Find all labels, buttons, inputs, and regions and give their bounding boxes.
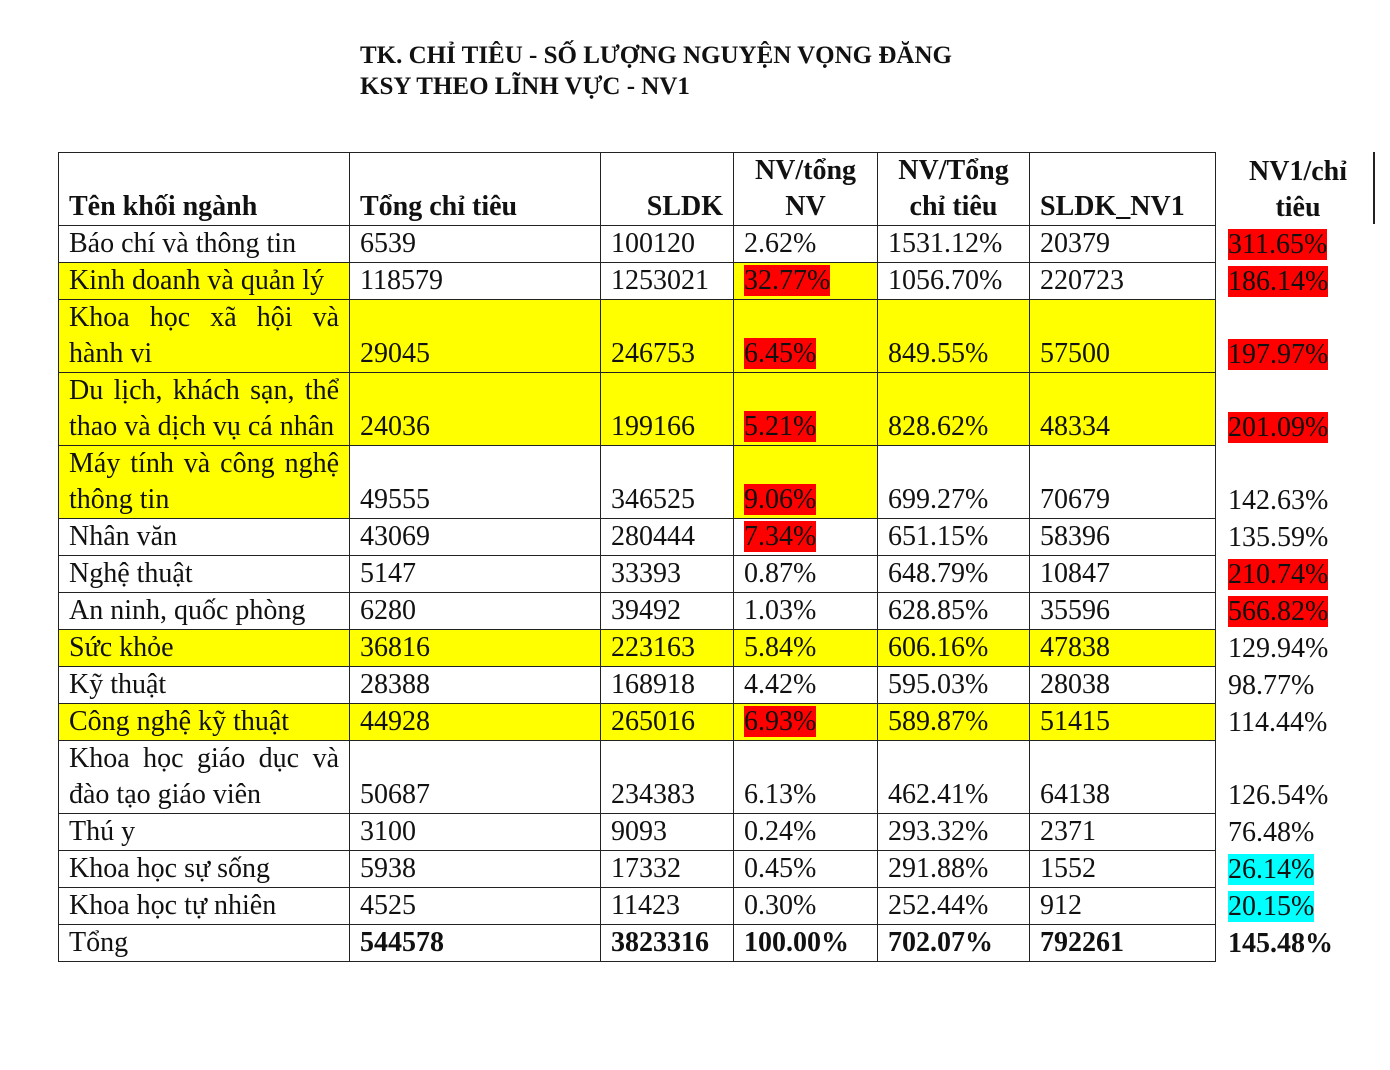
- cell-value: 6539: [360, 228, 416, 259]
- header-nv1-per-quota: NV1/chỉ tiêu: [1216, 153, 1379, 226]
- cell-sldk: [601, 741, 734, 814]
- table-row: [59, 704, 1379, 741]
- cell-value: 17332: [611, 853, 681, 884]
- cell-total-quota: [350, 741, 601, 814]
- cell-sldk: [601, 814, 734, 851]
- table-row: [59, 446, 1379, 519]
- cell-nv-per-quota: [878, 704, 1030, 741]
- cell-sldk: [601, 704, 734, 741]
- cell-value: 702.07%: [888, 927, 993, 958]
- cell-nv-per-quota: [878, 814, 1030, 851]
- cell-value: 70679: [1040, 484, 1110, 515]
- cell-value: 210.74%: [1228, 558, 1329, 590]
- table-row: [59, 888, 1379, 925]
- cell-value: 828.62%: [888, 411, 989, 442]
- cell-nv-per-quota: [878, 226, 1030, 263]
- cell-value: 3100: [360, 816, 416, 847]
- cell-value: 33393: [611, 558, 681, 589]
- cell-value: 58396: [1040, 521, 1110, 552]
- cell-value: 648.79%: [888, 558, 989, 589]
- cell-value: 10847: [1040, 558, 1110, 589]
- cell-sldk-nv1: [1030, 741, 1216, 814]
- cell-value: 0.30%: [744, 890, 817, 921]
- cell-value: 11423: [611, 890, 680, 921]
- cell-nv-per-quota: [878, 630, 1030, 667]
- cell-value: 197.97%: [1228, 338, 1329, 370]
- cell-sldk-nv1: [1030, 667, 1216, 704]
- cell-total-quota: [350, 630, 601, 667]
- cell-value: 311.65%: [1228, 228, 1328, 260]
- cell-value: Kinh doanh và quản lý: [69, 265, 325, 296]
- cell-value: Tổng: [69, 927, 129, 958]
- cell-value: 246753: [611, 338, 695, 369]
- cell-nv-per-quota: [878, 263, 1030, 300]
- cell-value: 1056.70%: [888, 265, 1003, 296]
- cell-nv1-per-quota: [1216, 704, 1379, 741]
- cell-field-name: [59, 851, 350, 888]
- cell-value: 26.14%: [1228, 853, 1315, 885]
- cell-field-name: [59, 373, 350, 446]
- cell-sldk: [601, 667, 734, 704]
- cell-value: 114.44%: [1228, 706, 1328, 738]
- cell-sldk: [601, 593, 734, 630]
- cell-sldk: [601, 556, 734, 593]
- cell-sldk: [601, 300, 734, 373]
- cell-nv-per-quota: [878, 593, 1030, 630]
- cell-value: 346525: [611, 484, 695, 515]
- cell-value: 4.42%: [744, 669, 817, 700]
- cell-value: 20.15%: [1228, 890, 1315, 922]
- cell-value: 2371: [1040, 816, 1096, 847]
- cell-total-quota: [350, 519, 601, 556]
- table-row: [59, 226, 1379, 263]
- cell-value: 9.06%: [744, 484, 817, 515]
- cell-nv-share: [734, 373, 878, 446]
- cell-value: 566.82%: [1228, 595, 1329, 627]
- table-row: [59, 593, 1379, 630]
- cell-sldk-nv1: [1030, 888, 1216, 925]
- cell-nv1-per-quota: [1216, 667, 1379, 704]
- cell-value: 39492: [611, 595, 681, 626]
- cell-nv-share: [734, 667, 878, 704]
- header-sldk-nv1: SLDK_NV1: [1030, 153, 1216, 226]
- cell-sldk-nv1: [1030, 446, 1216, 519]
- cell-total-quota: [350, 226, 601, 263]
- header-nv-share: NV/tổng NV: [734, 153, 878, 226]
- cell-value: 6.93%: [744, 706, 817, 737]
- cell-value: Thú y: [69, 816, 136, 847]
- total-row: [59, 925, 1379, 962]
- cell-value: Báo chí và thông tin: [69, 228, 297, 259]
- cell-field-name: [59, 446, 350, 519]
- table-row: [59, 630, 1379, 667]
- cell-field-name: [59, 300, 350, 373]
- cell-sldk-nv1: [1030, 519, 1216, 556]
- cell-total-quota: [350, 300, 601, 373]
- cell-total-quota: [350, 263, 601, 300]
- cell-sldk-nv1: [1030, 593, 1216, 630]
- cell-nv1-per-quota: [1216, 925, 1379, 962]
- cell-value: 293.32%: [888, 816, 989, 847]
- cell-value: 265016: [611, 706, 695, 737]
- header-field-name: Tên khối ngành: [59, 153, 350, 226]
- cell-nv1-per-quota: [1216, 556, 1379, 593]
- cell-value: 48334: [1040, 411, 1110, 442]
- cell-sldk: [601, 888, 734, 925]
- table-row: [59, 300, 1379, 373]
- cell-value: 544578: [360, 927, 444, 958]
- header-sldk: SLDK: [601, 153, 734, 226]
- cell-sldk: [601, 373, 734, 446]
- cell-field-name: [59, 556, 350, 593]
- cell-value: 100.00%: [744, 927, 849, 958]
- cell-value: 98.77%: [1228, 669, 1315, 701]
- cell-value: 57500: [1040, 338, 1110, 369]
- cell-value: 5.21%: [744, 411, 817, 442]
- cell-sldk-nv1: [1030, 814, 1216, 851]
- cell-nv1-per-quota: [1216, 263, 1379, 300]
- cell-nv1-per-quota: [1216, 814, 1379, 851]
- cell-value: Khoa học sự sống: [69, 853, 271, 884]
- cell-field-name: [59, 888, 350, 925]
- cell-value: 2.62%: [744, 228, 817, 259]
- cell-nv-per-quota: [878, 300, 1030, 373]
- cell-value: 43069: [360, 521, 430, 552]
- cell-value: 50687: [360, 779, 430, 810]
- header-row: [59, 153, 1379, 226]
- cell-value: 0.87%: [744, 558, 817, 589]
- cell-field-name: [59, 704, 350, 741]
- cell-nv-share: [734, 925, 878, 962]
- cell-sldk-nv1: [1030, 630, 1216, 667]
- cell-value: 186.14%: [1228, 265, 1329, 297]
- cell-value: 129.94%: [1228, 632, 1329, 664]
- cell-nv1-per-quota: [1216, 851, 1379, 888]
- cell-nv-share: [734, 630, 878, 667]
- cell-nv-per-quota: [878, 446, 1030, 519]
- cell-value: 28388: [360, 669, 430, 700]
- cell-value: 168918: [611, 669, 695, 700]
- cell-nv1-per-quota: [1216, 888, 1379, 925]
- cell-sldk: [601, 851, 734, 888]
- cell-value: Khoa học xã hội và hành vi: [69, 302, 339, 369]
- cell-total-quota: [350, 593, 601, 630]
- cell-nv-per-quota: [878, 373, 1030, 446]
- cell-nv-per-quota: [878, 925, 1030, 962]
- cell-value: 126.54%: [1228, 779, 1329, 811]
- cell-value: An ninh, quốc phòng: [69, 595, 306, 626]
- cell-total-quota: [350, 556, 601, 593]
- cell-value: Khoa học giáo dục và đào tạo giáo viên: [69, 743, 339, 810]
- cell-value: 792261: [1040, 927, 1124, 958]
- cell-value: 589.87%: [888, 706, 989, 737]
- cell-value: 64138: [1040, 779, 1110, 810]
- cell-value: 142.63%: [1228, 484, 1329, 516]
- cell-value: 912: [1040, 890, 1082, 921]
- cell-value: 44928: [360, 706, 430, 737]
- cell-field-name: [59, 593, 350, 630]
- table-row: [59, 263, 1379, 300]
- cell-value: 49555: [360, 484, 430, 515]
- cell-value: 1.03%: [744, 595, 817, 626]
- cell-sldk-nv1: [1030, 851, 1216, 888]
- cell-value: 36816: [360, 632, 430, 663]
- cell-nv1-per-quota: [1216, 226, 1379, 263]
- cell-value: 32.77%: [744, 265, 831, 296]
- cell-nv-share: [734, 556, 878, 593]
- table-row: [59, 814, 1379, 851]
- cell-nv-share: [734, 300, 878, 373]
- cell-nv1-per-quota: [1216, 630, 1379, 667]
- cell-value: Máy tính và công nghệ thông tin: [69, 448, 339, 515]
- cell-total-quota: [350, 446, 601, 519]
- cell-nv1-per-quota: [1216, 373, 1379, 446]
- cell-total-quota: [350, 373, 601, 446]
- cell-value: Công nghệ kỹ thuật: [69, 706, 290, 737]
- cell-value: 135.59%: [1228, 521, 1329, 553]
- cell-nv-share: [734, 263, 878, 300]
- cell-value: 6.13%: [744, 779, 817, 810]
- cell-value: 4525: [360, 890, 416, 921]
- table-row: [59, 851, 1379, 888]
- cell-nv-per-quota: [878, 667, 1030, 704]
- cell-value: 76.48%: [1228, 816, 1315, 848]
- cell-value: 280444: [611, 521, 695, 552]
- cell-sldk-nv1: [1030, 226, 1216, 263]
- cell-sldk: [601, 630, 734, 667]
- cell-value: 145.48%: [1228, 927, 1333, 959]
- cell-value: 20379: [1040, 228, 1110, 259]
- cell-total-quota: [350, 814, 601, 851]
- cell-nv-per-quota: [878, 556, 1030, 593]
- cell-field-name: [59, 519, 350, 556]
- cell-value: 651.15%: [888, 521, 989, 552]
- cell-nv-share: [734, 226, 878, 263]
- cell-value: Sức khỏe: [69, 632, 174, 663]
- cell-value: 29045: [360, 338, 430, 369]
- cell-value: 1531.12%: [888, 228, 1003, 259]
- cell-value: 628.85%: [888, 595, 989, 626]
- cell-field-name: [59, 814, 350, 851]
- cell-value: 849.55%: [888, 338, 989, 369]
- cell-sldk-nv1: [1030, 925, 1216, 962]
- cell-sldk: [601, 925, 734, 962]
- cell-nv-share: [734, 741, 878, 814]
- cell-value: 24036: [360, 411, 430, 442]
- cell-nv-share: [734, 888, 878, 925]
- cell-value: 220723: [1040, 265, 1124, 296]
- cell-nv-share: [734, 446, 878, 519]
- cell-value: 5938: [360, 853, 416, 884]
- cell-value: 118579: [360, 265, 443, 296]
- cell-nv-share: [734, 851, 878, 888]
- cell-value: 9093: [611, 816, 667, 847]
- cell-value: 28038: [1040, 669, 1110, 700]
- table-row: [59, 556, 1379, 593]
- cell-value: 6.45%: [744, 338, 817, 369]
- cell-value: 223163: [611, 632, 695, 663]
- cell-value: 291.88%: [888, 853, 989, 884]
- cell-field-name: [59, 925, 350, 962]
- cell-field-name: [59, 630, 350, 667]
- cell-value: 595.03%: [888, 669, 989, 700]
- cell-value: Khoa học tự nhiên: [69, 890, 277, 921]
- cell-field-name: [59, 741, 350, 814]
- cell-value: 606.16%: [888, 632, 989, 663]
- cell-nv-per-quota: [878, 888, 1030, 925]
- cell-field-name: [59, 226, 350, 263]
- cell-value: 1253021: [611, 265, 709, 296]
- cell-value: 51415: [1040, 706, 1110, 737]
- cell-total-quota: [350, 667, 601, 704]
- cell-value: Nhân văn: [69, 521, 178, 552]
- cell-value: 699.27%: [888, 484, 989, 515]
- cell-nv1-per-quota: [1216, 593, 1379, 630]
- cell-value: 1552: [1040, 853, 1096, 884]
- cell-sldk: [601, 263, 734, 300]
- cell-value: Nghệ thuật: [69, 558, 193, 589]
- title-line-1: TK. CHỈ TIÊU - SỐ LƯỢNG NGUYỆN VỌNG ĐĂNG: [360, 42, 952, 69]
- cell-value: 0.45%: [744, 853, 817, 884]
- cell-value: 234383: [611, 779, 695, 810]
- cell-total-quota: [350, 704, 601, 741]
- cell-total-quota: [350, 925, 601, 962]
- cell-total-quota: [350, 851, 601, 888]
- cell-value: 7.34%: [744, 521, 817, 552]
- cell-nv-share: [734, 814, 878, 851]
- cell-nv1-per-quota: [1216, 300, 1379, 373]
- cell-field-name: [59, 667, 350, 704]
- cell-value: 201.09%: [1228, 411, 1329, 443]
- cell-sldk-nv1: [1030, 704, 1216, 741]
- cell-sldk: [601, 519, 734, 556]
- cell-sldk-nv1: [1030, 556, 1216, 593]
- cell-value: Du lịch, khách sạn, thể thao và dịch vụ cá nhân: [69, 375, 339, 442]
- cell-nv-share: [734, 704, 878, 741]
- cell-sldk: [601, 226, 734, 263]
- cell-sldk: [601, 446, 734, 519]
- cell-nv-per-quota: [878, 741, 1030, 814]
- stats-table: [58, 152, 1378, 962]
- cell-value: 5147: [360, 558, 416, 589]
- cell-value: 35596: [1040, 595, 1110, 626]
- cell-nv-per-quota: [878, 519, 1030, 556]
- cell-field-name: [59, 263, 350, 300]
- cell-sldk-nv1: [1030, 300, 1216, 373]
- table-row: [59, 519, 1379, 556]
- cell-value: 462.41%: [888, 779, 989, 810]
- document-title: [360, 40, 952, 102]
- header-nv-per-quota: NV/Tổng chỉ tiêu: [878, 153, 1030, 226]
- cell-nv-share: [734, 519, 878, 556]
- cell-value: 100120: [611, 228, 695, 259]
- header-total-quota: Tổng chỉ tiêu: [350, 153, 601, 226]
- cell-value: 199166: [611, 411, 695, 442]
- title-line-2: KSY THEO LĨNH VỰC - NV1: [360, 73, 690, 100]
- cell-value: 5.84%: [744, 632, 817, 663]
- cell-value: 252.44%: [888, 890, 989, 921]
- cell-sldk-nv1: [1030, 263, 1216, 300]
- cell-sldk-nv1: [1030, 373, 1216, 446]
- table-row: [59, 667, 1379, 704]
- cell-value: 3823316: [611, 927, 709, 958]
- table-row: [59, 373, 1379, 446]
- cell-total-quota: [350, 888, 601, 925]
- cell-value: 6280: [360, 595, 416, 626]
- cell-value: Kỹ thuật: [69, 669, 167, 700]
- cell-nv-share: [734, 593, 878, 630]
- cell-value: 47838: [1040, 632, 1110, 663]
- cell-nv1-per-quota: [1216, 446, 1379, 519]
- cell-nv-per-quota: [878, 851, 1030, 888]
- table-row: [59, 741, 1379, 814]
- cell-value: 0.24%: [744, 816, 817, 847]
- cell-nv1-per-quota: [1216, 519, 1379, 556]
- cell-nv1-per-quota: [1216, 741, 1379, 814]
